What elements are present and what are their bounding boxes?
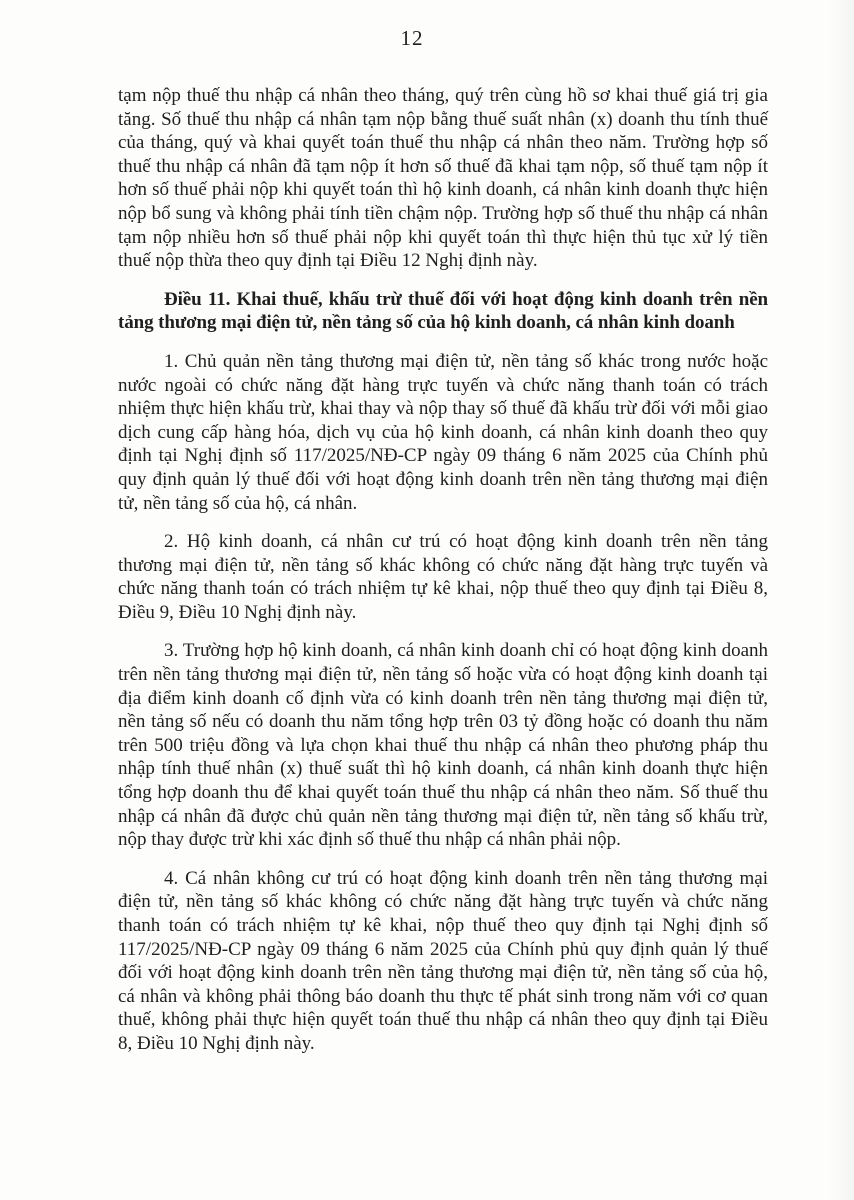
clause-2-paragraph: 2. Hộ kinh doanh, cá nhân cư trú có hoạt động kinh doanh trên nền tảng thương mại điện tử, nền tảng số khác không có chức năng đặt hàng trực tuyến và chức năng thanh toán có trách nhiệm tự kê khai, nộp thuế theo quy định tại Điều 8, Điều 9, Điều 10 Nghị định này. <box>118 531 768 623</box>
clause-4-paragraph: 4. Cá nhân không cư trú có hoạt động kinh doanh trên nền tảng thương mại điện tử, nền tảng số khác không có chức năng đặt hàng trực tuyến và chức năng thanh toán có trách nhiệm tự kê khai, nộp thuế theo quy định tại Nghị định số 117/2025/NĐ-CP ngày 09 tháng 6 năm 2025 của Chính phủ quy định quản lý thuế đối với hoạt động kinh doanh trên nền tảng thương mại điện tử, nền tảng số của hộ, cá nhân và không phải thông báo doanh thu thực tế phát sinh trong năm với cơ quan thuế, không phải thực hiện quyết toán thuế thu nhập cá nhân theo quy định tại Điều 8, Điều 10 Nghị định này. <box>118 867 768 1054</box>
clause-1-paragraph: 1. Chủ quản nền tảng thương mại điện tử, nền tảng số khác trong nước hoặc nước ngoài có chức năng đặt hàng trực tuyến và chức năng thanh toán có trách nhiệm thực hiện khấu trừ, khai thay và nộp thay số thuế đã khấu trừ đối với mỗi giao dịch cung cấp hàng hóa, dịch vụ của hộ kinh doanh, cá nhân kinh doanh theo quy định tại Nghị định số 117/2025/NĐ-CP ngày 09 tháng 6 năm 2025 của Chính phủ quy định quản lý thuế đối với hoạt động kinh doanh trên nền tảng thương mại điện tử, nền tảng số của hộ, cá nhân. <box>118 350 768 514</box>
continuation-paragraph: tạm nộp thuế thu nhập cá nhân theo tháng, quý trên cùng hồ sơ khai thuế giá trị gia tăng. Số thuế thu nhập cá nhân tạm nộp bằng thuế suất nhân (x) doanh thu tính thuế của tháng, quý và khai quyết toán thuế thu nhập cá nhân theo năm. Trường hợp số thuế thu nhập cá nhân đã tạm nộp ít hơn số thuế đã khai tạm nộp, số thuế tạm nộp ít hơn số thuế phải nộp khi quyết toán thì hộ kinh doanh, cá nhân kinh doanh thực hiện nộp bổ sung và không phải tính tiền chậm nộp. Trường hợp số thuế thu nhập cá nhân tạm nộp nhiều hơn số thuế phải nộp khi quyết toán thì thực hiện thủ tục xử lý tiền thuế nộp thừa theo quy định tại Điều 12 Nghị định này. <box>118 85 768 272</box>
scan-edge-shading <box>828 0 854 1200</box>
clause-3-paragraph: 3. Trường hợp hộ kinh doanh, cá nhân kinh doanh chỉ có hoạt động kinh doanh trên nền tảng thương mại điện tử, nền tảng số hoặc vừa có hoạt động kinh doanh tại địa điểm kinh doanh cố định vừa có kinh doanh trên nền tảng thương mại điện tử, nền tảng số nếu có doanh thu năm tổng hợp trên 03 tỷ đồng hoặc có doanh thu năm trên 500 triệu đồng và lựa chọn khai thuế thu nhập cá nhân theo phương pháp thu nhập tính thuế nhân (x) thuế suất thì hộ kinh doanh, cá nhân kinh doanh thực hiện tổng hợp doanh thu để khai quyết toán thuế thu nhập cá nhân theo năm. Số thuế thu nhập cá nhân đã được chủ quản nền tảng thương mại điện tử, nền tảng số khấu trừ, nộp thay được trừ khi xác định số thuế thu nhập cá nhân phải nộp. <box>118 640 768 851</box>
page-number: 12 <box>400 26 424 50</box>
page-body <box>118 84 768 1071</box>
article-11-heading: Điều 11. Khai thuế, khấu trừ thuế đối với hoạt động kinh doanh trên nền tảng thương mại điện tử, nền tảng số của hộ kinh doanh, cá nhân kinh doanh <box>118 288 768 334</box>
